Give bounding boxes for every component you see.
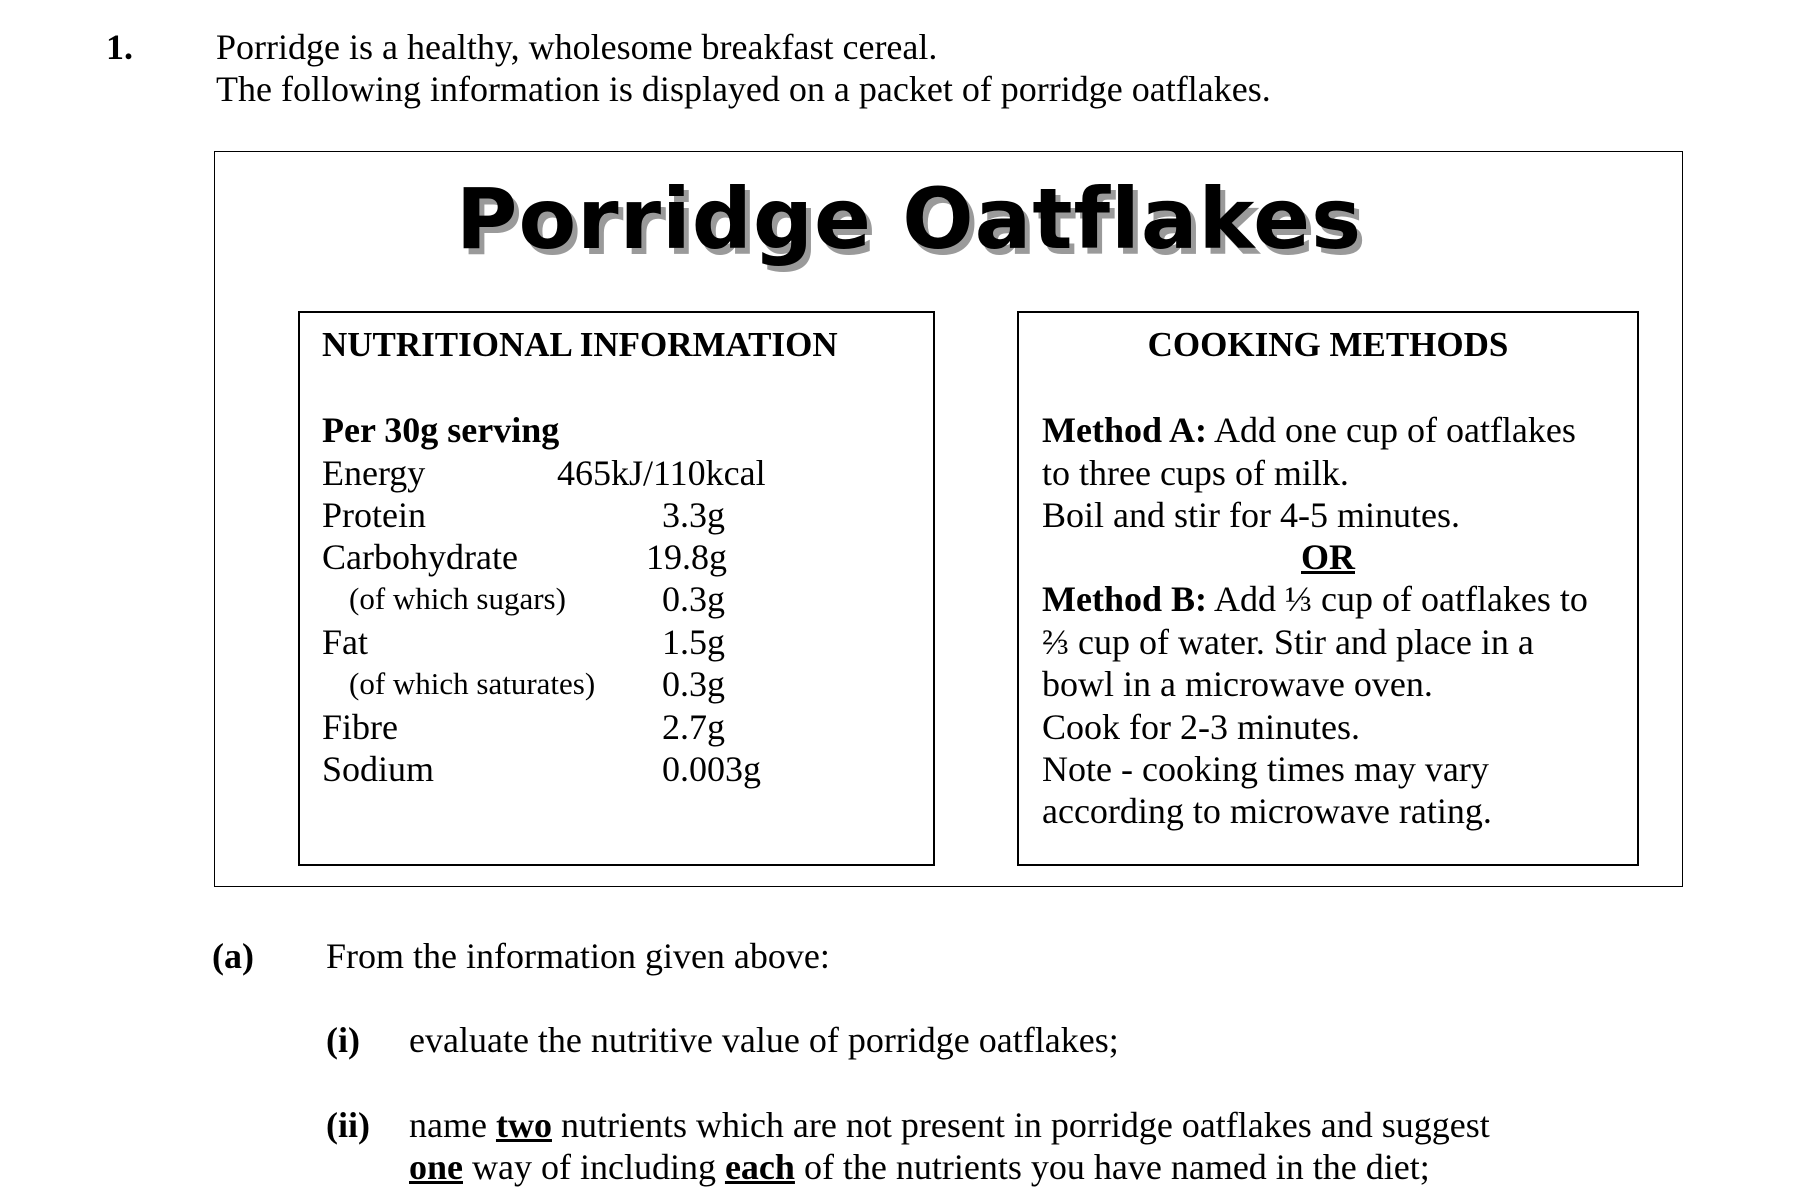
method-b-text-1: Add ⅓ cup of oatflakes to bbox=[1214, 579, 1588, 619]
nutrient-label: Carbohydrate bbox=[322, 537, 518, 577]
method-a-label: Method A: bbox=[1042, 410, 1207, 450]
sub-ii-line-1 bbox=[409, 1104, 1490, 1146]
sub-ii-text: name bbox=[409, 1105, 496, 1145]
nutrition-row-energy bbox=[0, 452, 900, 494]
nutrient-label: (of which saturates) bbox=[349, 666, 596, 701]
nutrient-label: (of which sugars) bbox=[349, 581, 566, 616]
method-b-line-4: Cook for 2-3 minutes. bbox=[1042, 707, 1360, 747]
nutrition-row-fat bbox=[0, 621, 900, 663]
nutrition-row-sugars bbox=[0, 578, 900, 620]
product-title: Porridge Oatflakes bbox=[455, 170, 1363, 268]
nutrient-label: Protein bbox=[322, 495, 426, 535]
sub-ii-line-2 bbox=[409, 1146, 1430, 1188]
nutrient-value: 1.5g bbox=[662, 622, 725, 662]
nutrient-value: 0.3g bbox=[662, 579, 725, 619]
method-b-line-3: bowl in a microwave oven. bbox=[1042, 664, 1433, 704]
nutrient-label: Energy bbox=[322, 453, 426, 493]
nutrient-value: 3.3g bbox=[662, 495, 725, 535]
sub-ii-label: (ii) bbox=[326, 1105, 370, 1145]
emphasis-two: two bbox=[495, 1105, 552, 1145]
serving-size: Per 30g serving bbox=[322, 410, 560, 450]
nutrition-row-carbohydrate bbox=[0, 536, 900, 578]
method-b-line-1 bbox=[1042, 578, 1588, 620]
method-a-line-3: Boil and stir for 4-5 minutes. bbox=[1042, 495, 1460, 535]
method-b-label: Method B: bbox=[1042, 579, 1207, 619]
sub-i-label: (i) bbox=[326, 1020, 360, 1060]
emphasis-one: one bbox=[409, 1147, 463, 1187]
note-line-1: Note - cooking times may vary bbox=[1042, 749, 1489, 789]
nutrient-value: 465kJ/110kcal bbox=[557, 453, 766, 493]
nutrient-label: Fat bbox=[322, 622, 369, 662]
sub-ii-text: way of including bbox=[463, 1147, 725, 1187]
nutrition-row-fibre bbox=[0, 706, 900, 748]
cooking-heading: COOKING METHODS bbox=[1147, 325, 1509, 364]
method-a-line-2: to three cups of milk. bbox=[1042, 453, 1349, 493]
sub-ii-text: of the nutrients you have named in the diet; bbox=[794, 1147, 1430, 1187]
nutrient-label: Fibre bbox=[322, 707, 398, 747]
part-a-label: (a) bbox=[212, 936, 254, 976]
method-a-text-1: Add one cup of oatflakes bbox=[1214, 410, 1576, 450]
sub-i-text: evaluate the nutritive value of porridge oatflakes; bbox=[409, 1020, 1119, 1060]
method-a-line-1 bbox=[1042, 409, 1576, 451]
nutrition-row-sodium bbox=[0, 748, 900, 790]
nutrient-label: Sodium bbox=[322, 749, 435, 789]
question-intro-line-2: The following information is displayed on a packet of porridge oatflakes. bbox=[216, 69, 1271, 109]
sub-ii-text: nutrients which are not present in porridge oatflakes and suggest bbox=[551, 1105, 1490, 1145]
nutrition-row-protein bbox=[0, 494, 900, 536]
nutrition-heading: NUTRITIONAL INFORMATION bbox=[322, 325, 838, 364]
part-a-text: From the information given above: bbox=[326, 936, 830, 976]
method-b-line-2: ⅔ cup of water. Stir and place in a bbox=[1042, 622, 1534, 662]
nutrient-value: 2.7g bbox=[662, 707, 725, 747]
nutrient-value: 0.3g bbox=[662, 664, 725, 704]
or-separator: OR bbox=[1301, 537, 1355, 577]
question-intro-line-1: Porridge is a healthy, wholesome breakfast cereal. bbox=[216, 27, 938, 67]
nutrient-value: 19.8g bbox=[646, 537, 727, 577]
question-number: 1. bbox=[106, 27, 133, 67]
note-line-2: according to microwave rating. bbox=[1042, 791, 1492, 831]
emphasis-each: each bbox=[724, 1147, 795, 1187]
nutrient-value: 0.003g bbox=[662, 749, 761, 789]
nutrition-row-saturates bbox=[0, 663, 900, 705]
